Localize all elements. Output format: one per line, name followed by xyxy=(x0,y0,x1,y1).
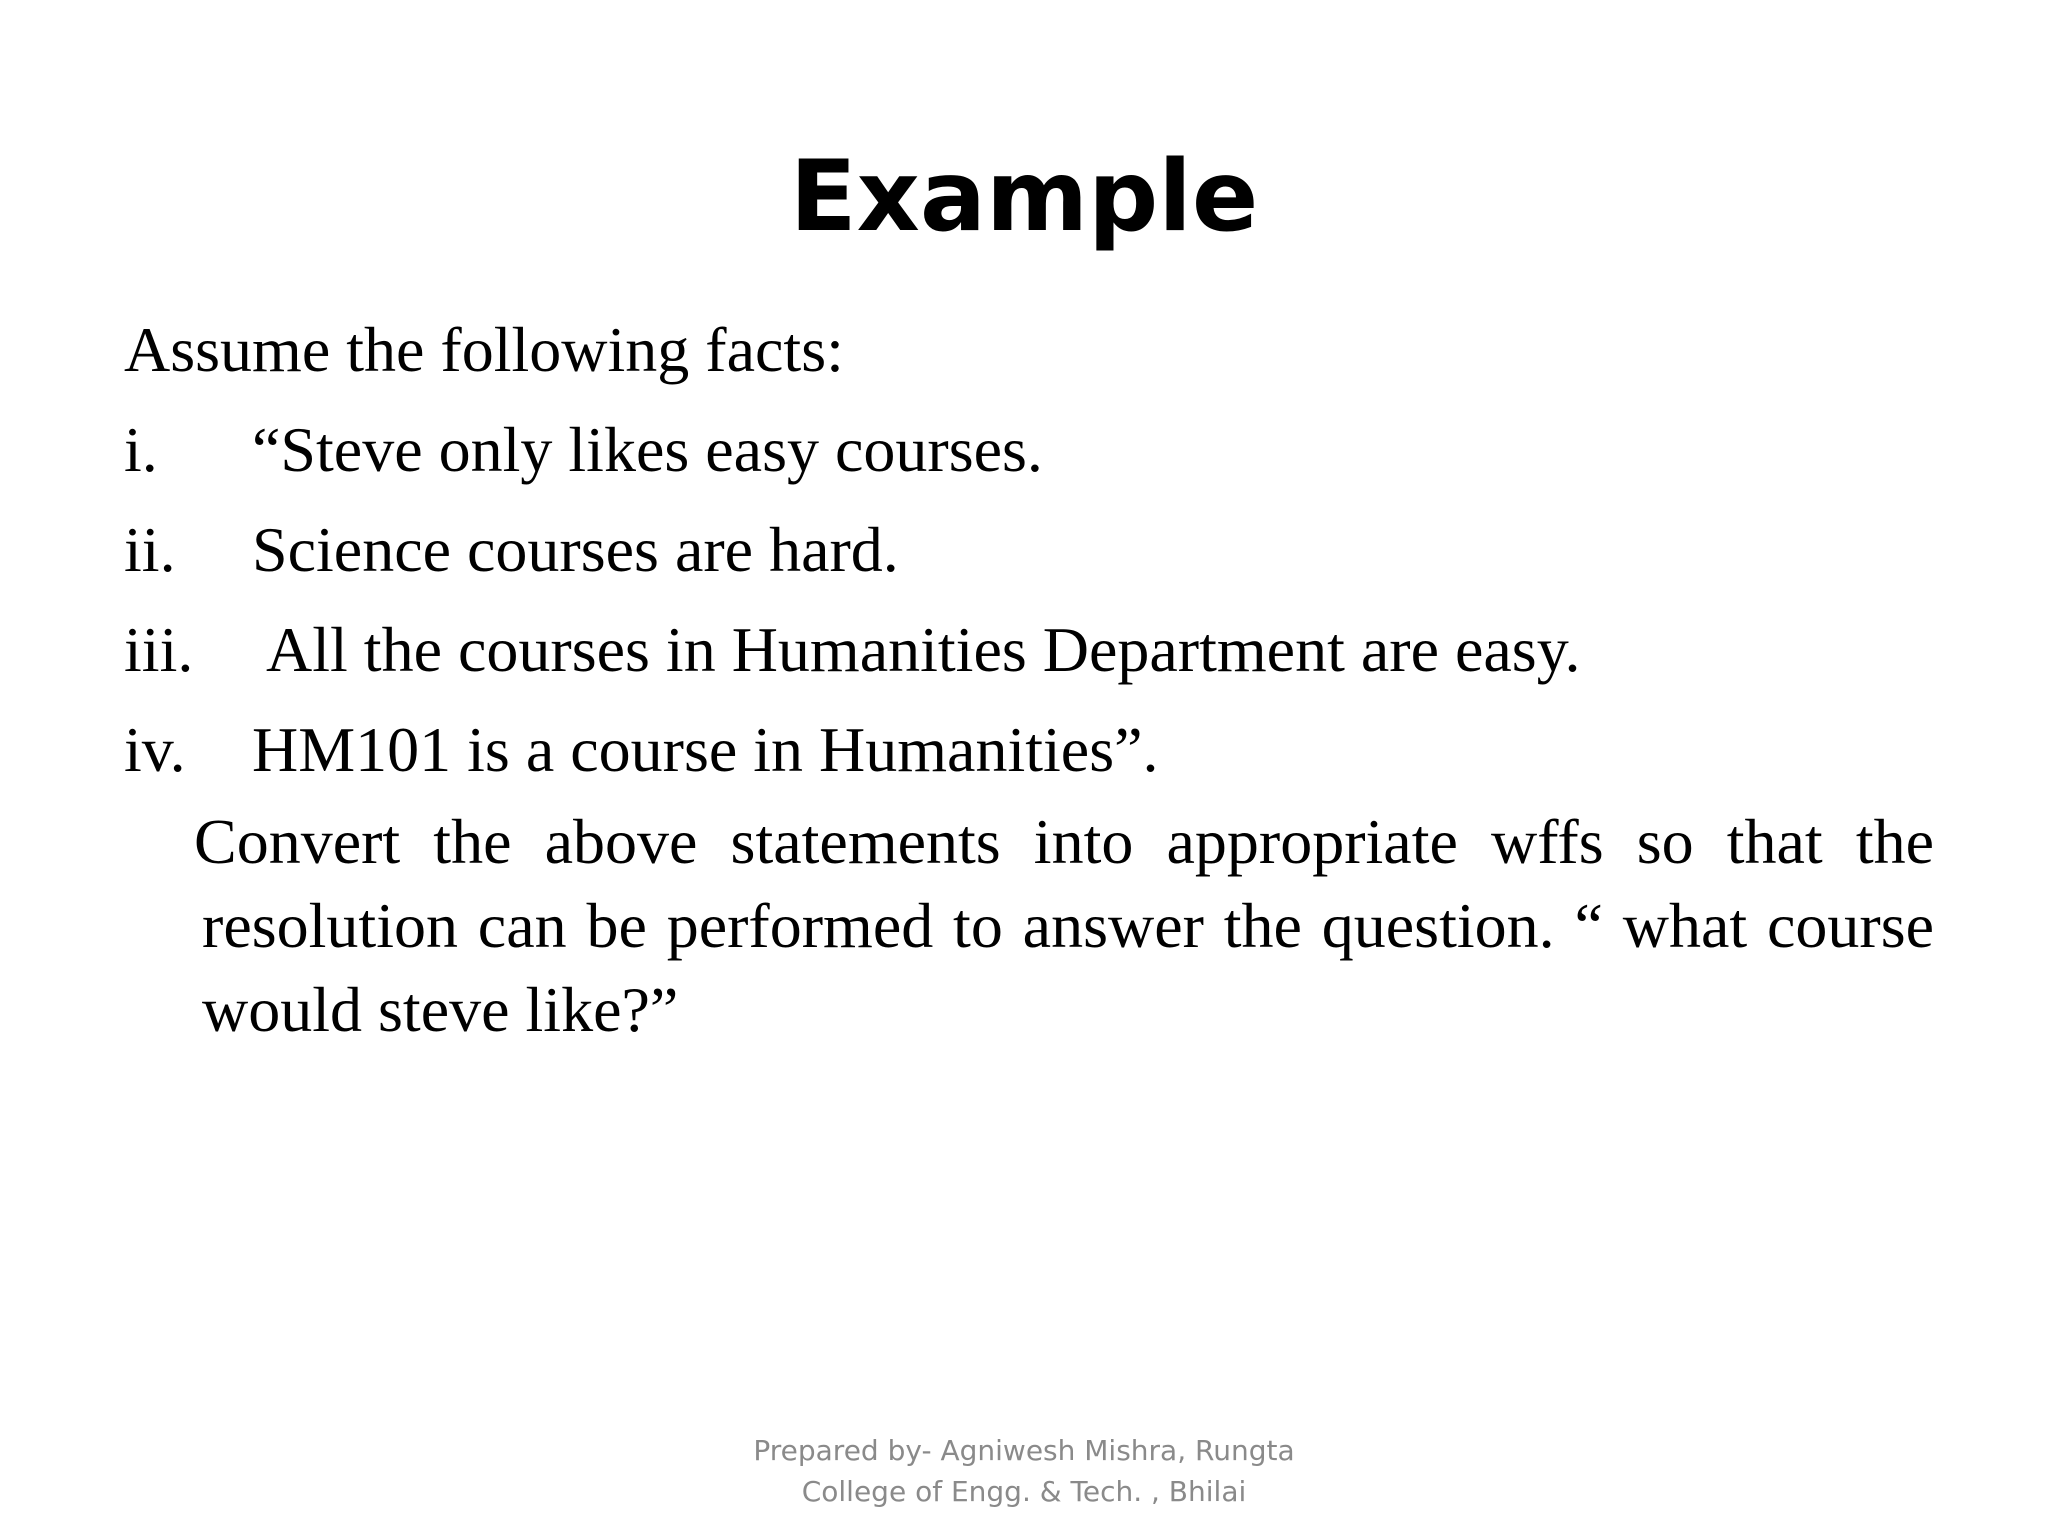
fact-item xyxy=(124,400,1934,500)
fact-text: All the courses in Humanities Department are easy. xyxy=(266,614,1581,685)
slide-body xyxy=(124,300,1934,1052)
fact-number: iv. xyxy=(124,714,186,785)
fact-number: iii. xyxy=(124,614,194,685)
fact-text: Science courses are hard. xyxy=(252,514,899,585)
fact-number: ii. xyxy=(124,514,176,585)
fact-item xyxy=(124,600,1934,700)
fact-text: “Steve only likes easy courses. xyxy=(252,414,1043,485)
fact-number: i. xyxy=(124,414,158,485)
slide-title: Example xyxy=(789,140,1259,254)
footer-line: College of Engg. & Tech. , Bhilai xyxy=(801,1475,1247,1508)
intro-text: Assume the following facts: xyxy=(124,314,844,385)
slide-footer xyxy=(0,1430,2048,1512)
fact-item xyxy=(124,700,1934,800)
fact-text: HM101 is a course in Humanities”. xyxy=(252,714,1159,785)
fact-item xyxy=(124,500,1934,600)
instruction-text: Convert the above statements into appropriate wffs so that the resolution can be performed to answer the question. “ what course would steve like?” xyxy=(194,806,1934,1045)
footer-line: Prepared by- Agniwesh Mishra, Rungta xyxy=(753,1434,1295,1467)
